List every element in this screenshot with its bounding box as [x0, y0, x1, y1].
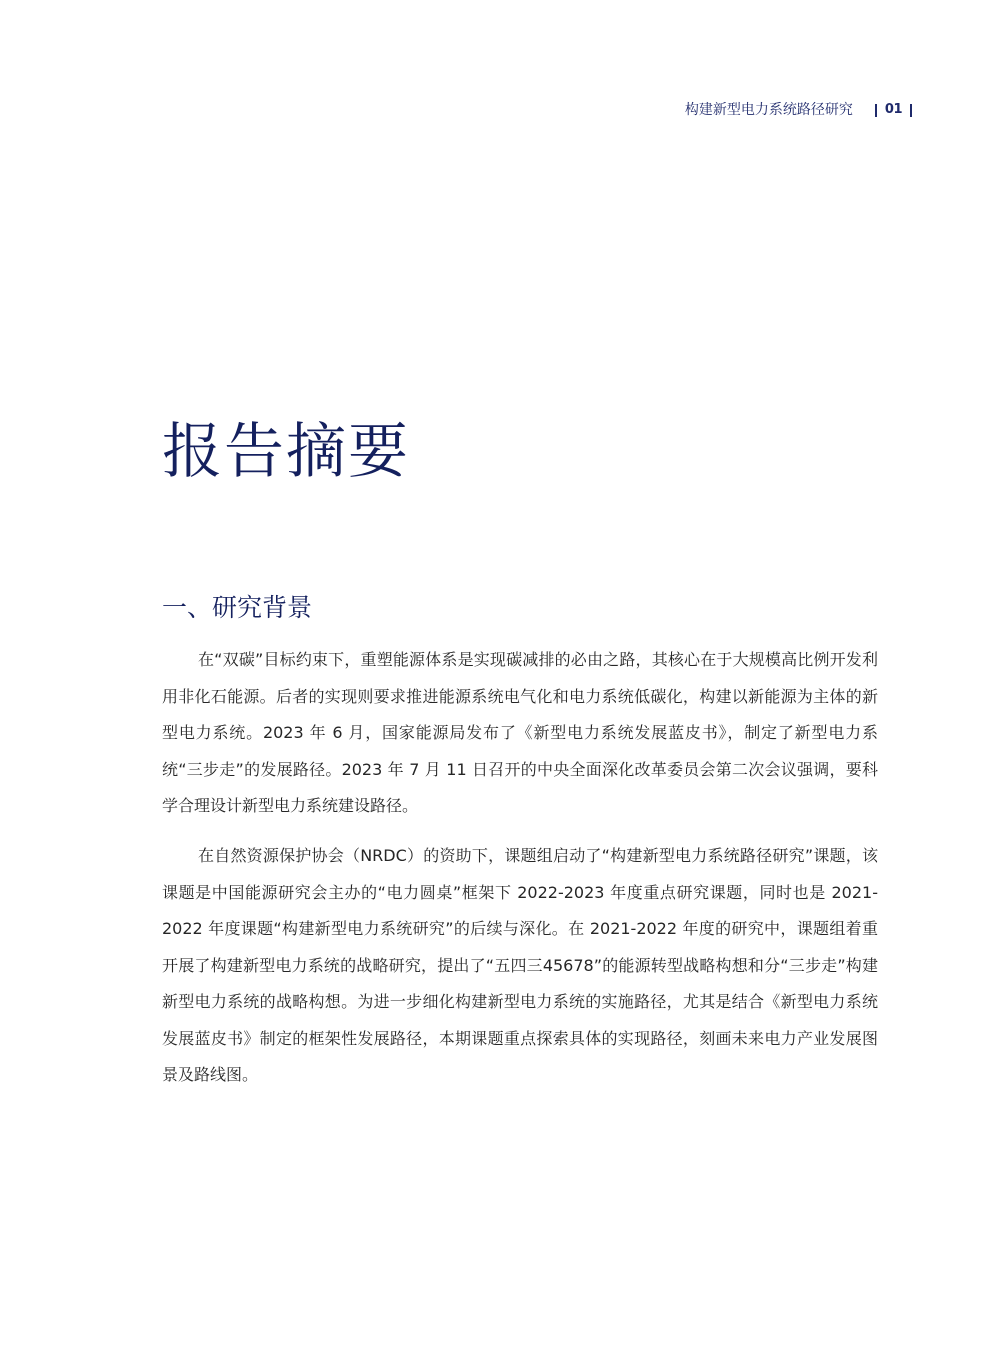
- page-title: 报告摘要: [162, 417, 410, 487]
- body-paragraph: 在“双碳”目标约束下，重塑能源体系是实现碳减排的必由之路，其核心在于大规模高比例开发利用非化石能源。后者的实现则要求推进能源系统电气化和电力系统低碳化，构建以新能源为主体的新型电力系统。2023 年 6 月，国家能源局发布了《新型电力系统发展蓝皮书》，制定了新型电力系统“三步走”的发展路径。2023 年 7 月 11 日召开的中央全面深化改革委员会第二次会议强调，要科学合理设计新型电力系统建设路径。: [162, 650, 878, 815]
- page-number: 01: [884, 102, 902, 117]
- section-heading: 一、研究背景: [162, 593, 313, 622]
- running-header: [685, 100, 920, 120]
- body-paragraph: 在自然资源保护协会（NRDC）的资助下，课题组启动了“构建新型电力系统路径研究”课题，该课题是中国能源研究会主办的“电力圆桌”框架下 2022-2023 年度重点研究课题，同时也是 2021-2022 年度课题“构建新型电力系统研究”的后续与深化。在 2021-2022 年度的研究中，课题组着重开展了构建新型电力系统的战略研究，提出了“五四三45678”的能源转型战略构想和分“三步走”构建新型电力系统的战略构想。为进一步细化构建新型电力系统的实施路径，尤其是结合《新型电力系统发展蓝皮书》制定的框架性发展路径，本期课题重点探索具体的实现路径，刻画未来电力产业发展图景及路线图。: [162, 846, 878, 1084]
- header-divider-right: [910, 104, 912, 117]
- header-divider-left: [875, 104, 877, 117]
- header-title: 构建新型电力系统路径研究: [684, 102, 853, 118]
